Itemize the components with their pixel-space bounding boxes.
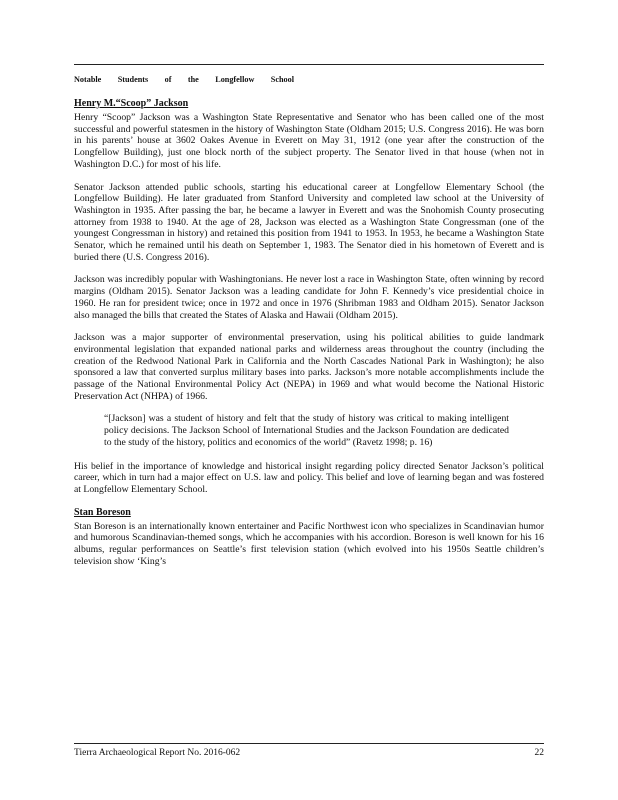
header-word: Students	[117, 75, 149, 84]
header-word: School	[270, 75, 294, 84]
paragraph: Stan Boreson is an internationally known entertainer and Pacific Northwest icon who specializes in Scandinavian humor and humorous Scandinavian-themed songs, which he accompanies with his accordion. Boreson is well known for his 16 albums, regular performances on Seattle’s first television station (which evolved into his 1950s Seattle children’s television show ‘King’s	[74, 520, 544, 567]
header-word: the	[187, 75, 199, 84]
header-rule	[74, 64, 544, 65]
header-word: of	[164, 75, 172, 84]
block-quote: “[Jackson] was a student of history and felt that the study of history was critical to making intelligent policy decisions. The Jackson School of International Studies and the Jackson Foundation are dedicated to the study of the history, politics and economics of the world” (Ravetz 1998; p. 16)	[104, 413, 509, 448]
page-footer	[74, 748, 544, 758]
paragraph: His belief in the importance of knowledge and historical insight regarding policy directed Senator Jackson’s political career, which in turn had a major effect on U.S. law and policy. This belief and love of learning began and was fostered at Longfellow Elementary School.	[74, 460, 544, 495]
header-word: Longfellow	[215, 75, 255, 84]
footer-rule	[74, 743, 544, 744]
paragraph: Jackson was a major supporter of environmental preservation, using his political abilities to guide landmark environmental legislation that expanded national parks and wilderness areas throughout the country (including the creation of the Redwood National Park in California and the North Cascades National Park in Washington); he also sponsored a law that converted surplus military bases into parks. Jackson’s more notable accomplishments include the passage of the National Environmental Policy Act (NEPA) in 1969 and what would become the National Historic Preservation Act (NHPA) of 1966.	[74, 332, 544, 402]
header-word: Notable	[74, 75, 102, 84]
report-citation: Tierra Archaeological Report No. 2016-062	[74, 748, 241, 758]
document-body	[74, 98, 544, 579]
section-heading-boreson: Stan Boreson	[74, 506, 131, 518]
paragraph: Senator Jackson attended public schools, starting his educational career at Longfellow Elementary School (the Longfellow Building). He later graduated from Stanford University and completed law school at the University of Washington in 1935. After passing the bar, he became a lawyer in Everett and was the Snohomish County prosecuting attorney from 1938 to 1940. At the age of 28, Jackson was elected as a Washington State Congressman (one of the youngest Congressman in history) and retained this position from 1941 to 1953. In 1953, he became a Washington State Senator, which he remained until his death on September 1, 1983. The Senator died in his hometown of Everett and is buried there (U.S. Congress 2016).	[74, 181, 544, 263]
running-header	[74, 75, 294, 84]
section-heading-jackson: Henry M.“Scoop” Jackson	[74, 98, 189, 109]
paragraph: Jackson was incredibly popular with Washingtonians. He never lost a race in Washington State, often winning by record margins (Oldham 2015). Senator Jackson was a leading candidate for John F. Kennedy’s vice presidential choice in 1960. He ran for president twice; once in 1972 and once in 1976 (Shribman 1983 and Oldham 2015). Senator Jackson also managed the bills that created the States of Alaska and Hawaii (Oldham 2015).	[74, 274, 544, 321]
paragraph: Henry “Scoop” Jackson was a Washington State Representative and Senator who has been called one of the most successful and powerful statesmen in the history of Washington State (Oldham 2015; U.S. Congress 2016). He was born in his parents’ house at 3602 Oakes Avenue in Everett on May 31, 1912 (one year after the construction of the Longfellow Building), just one block north of the subject property. The Senator lived in that house (when not in Washington D.C.) for most of his life.	[74, 112, 544, 170]
page-number: 22	[534, 748, 544, 758]
